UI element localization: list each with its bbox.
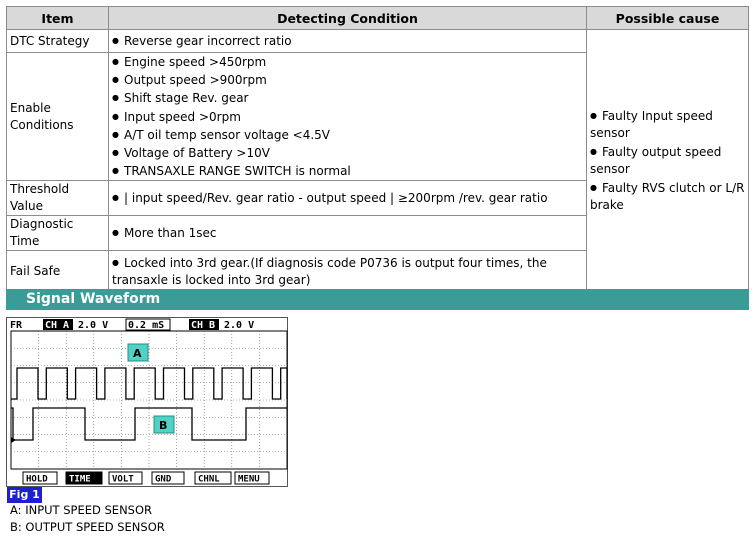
row-item-line: Conditions	[10, 117, 74, 132]
condition-bullet: ● Reverse gear incorrect ratio	[112, 32, 583, 50]
condition-bullet: ● Input speed >0rpm	[112, 108, 583, 126]
table-header-row	[7, 7, 749, 30]
softkey-hold: HOLD	[26, 474, 48, 485]
softkey-menu: MENU	[238, 474, 260, 485]
legend-b: B: OUTPUT SPEED SENSOR	[10, 520, 165, 534]
condition-bullet: ● More than 1sec	[112, 224, 583, 242]
row-condition	[109, 53, 587, 181]
condition-bullet: ● Voltage of Battery >10V	[112, 144, 583, 162]
condition-bullet: ● Output speed >900rpm	[112, 71, 583, 89]
ch-b-volts: 2.0 V	[224, 320, 255, 331]
marker-b: B	[159, 419, 168, 432]
cause-bullet: ● Faulty Input speed sensor	[590, 107, 745, 143]
condition-bullet: ● TRANSAXLE RANGE SWITCH is normal	[112, 162, 583, 180]
marker-a: A	[133, 347, 142, 360]
softkey-time: TIME	[69, 474, 91, 485]
header-cause: Possible cause	[587, 7, 749, 30]
condition-bullet: ● Engine speed >450rpm	[112, 53, 583, 71]
ch-b-label: CH B	[191, 320, 216, 331]
ch-a-volts: 2.0 V	[78, 320, 109, 331]
legend-a: A: INPUT SPEED SENSOR	[10, 503, 153, 517]
row-item: Diagnostic Time	[7, 216, 109, 251]
row-condition	[109, 181, 587, 216]
row-condition	[109, 30, 587, 53]
softkey-chnl: CHNL	[198, 474, 220, 485]
possible-cause-cell	[587, 30, 749, 292]
row-item	[7, 53, 109, 181]
header-item: Item	[7, 7, 109, 30]
softkey-volt: VOLT	[112, 474, 134, 485]
condition-bullet: ● Shift stage Rev. gear	[112, 89, 583, 107]
ch-a-label: CH A	[45, 320, 70, 331]
softkey-gnd: GND	[155, 474, 172, 485]
dtc-table	[6, 6, 749, 292]
oscilloscope-capture	[6, 317, 288, 487]
row-item: Threshold Value	[7, 181, 109, 216]
row-item-line: Enable	[10, 100, 51, 115]
row-condition	[109, 216, 587, 251]
cause-bullet: ● Faulty output speed sensor	[590, 143, 745, 179]
scope-mode: FR	[10, 320, 23, 331]
figure-tag: Fig 1	[7, 487, 42, 503]
row-item: DTC Strategy	[7, 30, 109, 53]
condition-bullet: ● | input speed/Rev. gear ratio - output speed | ≥200rpm /rev. gear ratio	[112, 189, 583, 207]
table-row	[7, 30, 749, 53]
waveform-plot	[7, 318, 289, 488]
header-condition: Detecting Condition	[109, 7, 587, 30]
condition-bullet: ● Locked into 3rd gear.(If diagnosis code P0736 is output four times, the transaxle is locked into 3rd gear)	[112, 254, 583, 289]
row-condition	[109, 251, 587, 292]
section-title: Signal Waveform	[6, 289, 749, 310]
time-div: 0.2 mS	[128, 320, 165, 331]
condition-bullet: ● A/T oil temp sensor voltage <4.5V	[112, 126, 583, 144]
cause-bullet: ● Faulty RVS clutch or L/R brake	[590, 179, 745, 215]
row-item: Fail Safe	[7, 251, 109, 292]
